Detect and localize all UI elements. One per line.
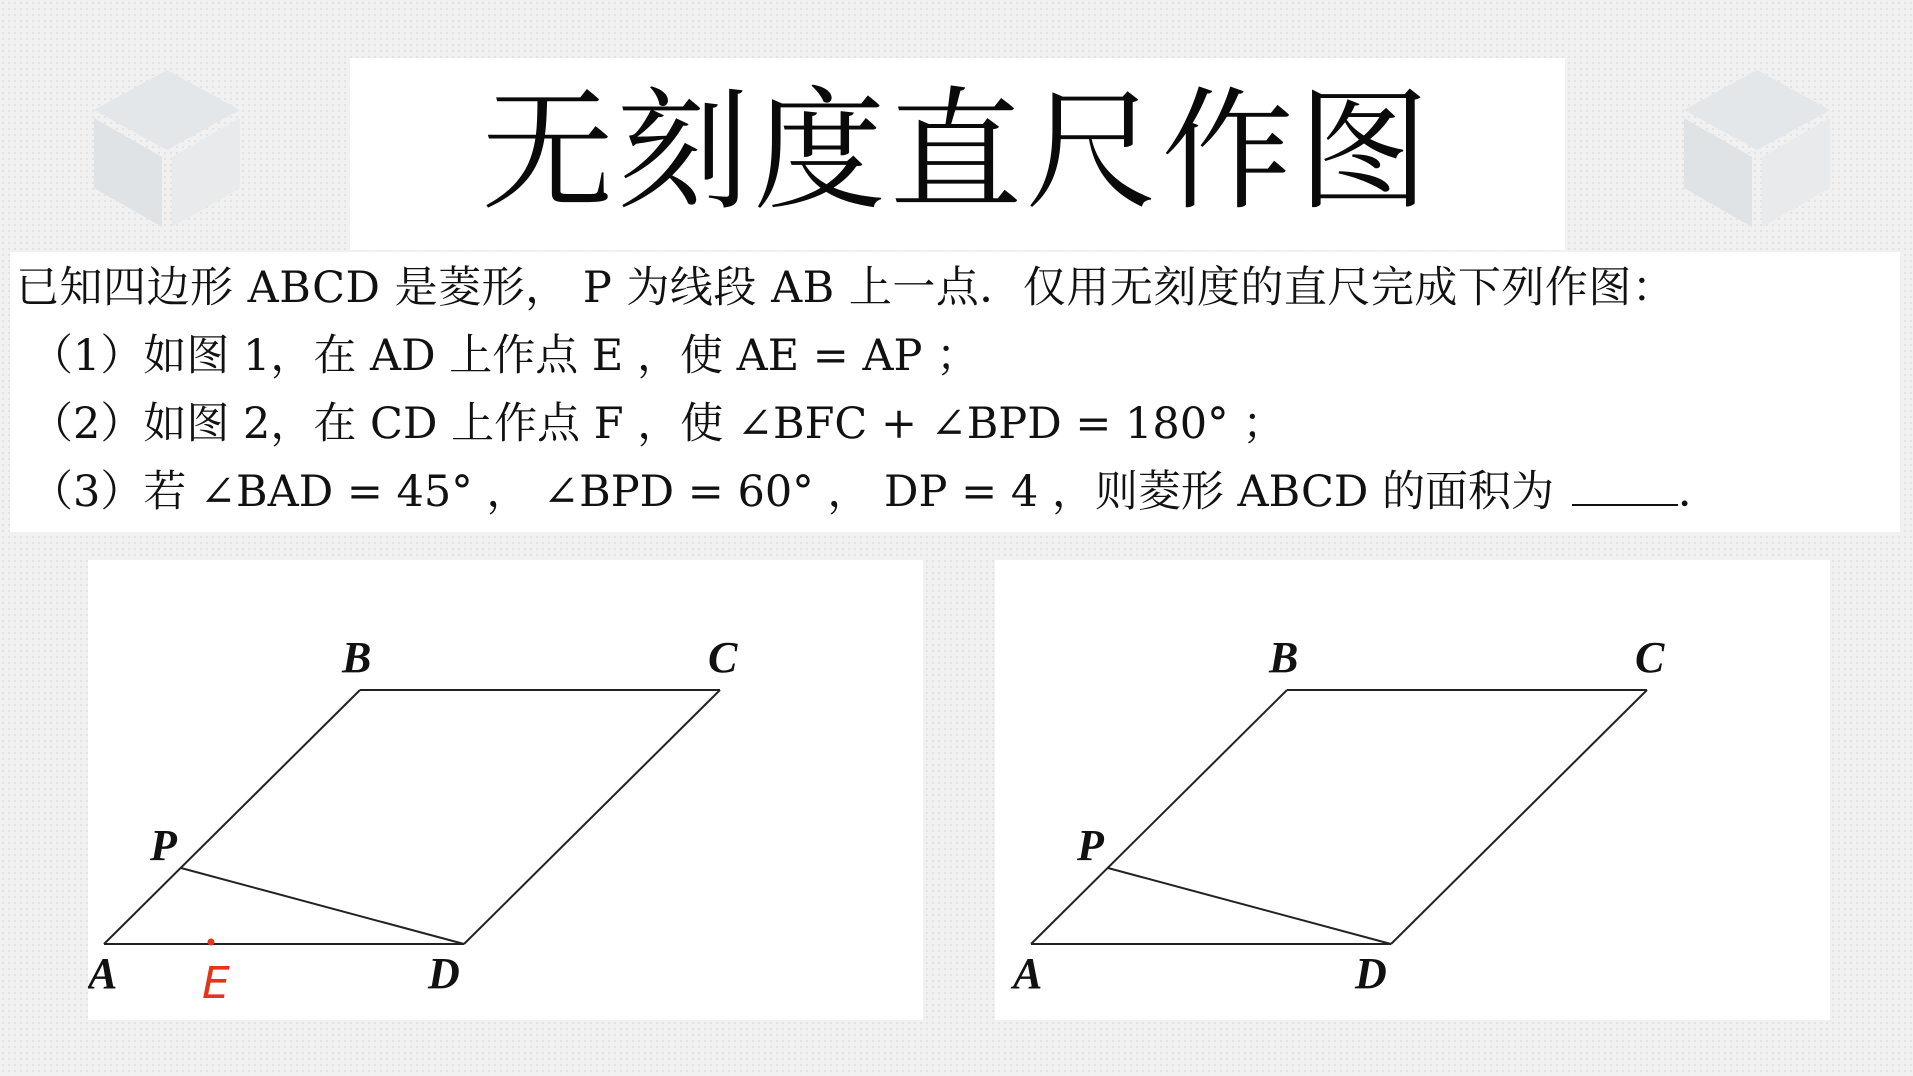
- cube-icon: [1672, 62, 1842, 232]
- problem-part-1: （1）如图 1，在 AD 上作点 E ，使 AE = AP ；: [30, 331, 980, 381]
- figure-1-rhombus: [88, 560, 923, 1020]
- label-d: D: [1355, 949, 1387, 998]
- segment-pd: [181, 868, 464, 944]
- problem-part-3-end: ．: [1678, 467, 1722, 517]
- problem-statement: [10, 252, 1900, 532]
- label-c: C: [708, 633, 738, 682]
- cube-icon: [82, 62, 252, 232]
- problem-part-2: （2）如图 2，在 CD 上作点 F ，使 ∠BFC + ∠BPD = 180° ；: [30, 399, 1286, 449]
- label-p: P: [150, 821, 177, 870]
- figure-1-panel: [88, 560, 923, 1020]
- problem-part-3-row: [30, 464, 1721, 520]
- segment-cd: [464, 690, 720, 944]
- segment-cd: [1391, 690, 1647, 944]
- point-e-mark: [208, 939, 215, 946]
- label-b: B: [1269, 633, 1299, 682]
- title-banner: [350, 58, 1565, 250]
- label-c: C: [1635, 633, 1665, 682]
- answer-blank: [1572, 468, 1678, 506]
- figure-2-rhombus: [995, 560, 1830, 1020]
- problem-part-3: （3）若 ∠BAD = 45° ， ∠BPD = 60° ， DP = 4 ，则菱形 ABCD 的面积为: [30, 467, 1555, 517]
- label-e: E: [202, 958, 230, 1009]
- label-p: P: [1077, 821, 1104, 870]
- problem-intro: 已知四边形 ABCD 是菱形， P 为线段 AB 上一点．仅用无刻度的直尺完成下列作图：: [16, 263, 1676, 313]
- label-b: B: [342, 633, 372, 682]
- label-d: D: [428, 949, 460, 998]
- page-title: 无刻度直尺作图: [481, 75, 1434, 229]
- label-a: A: [88, 949, 118, 998]
- label-a: A: [1013, 949, 1043, 998]
- segment-pd: [1108, 868, 1391, 944]
- figure-2-panel: [995, 560, 1830, 1020]
